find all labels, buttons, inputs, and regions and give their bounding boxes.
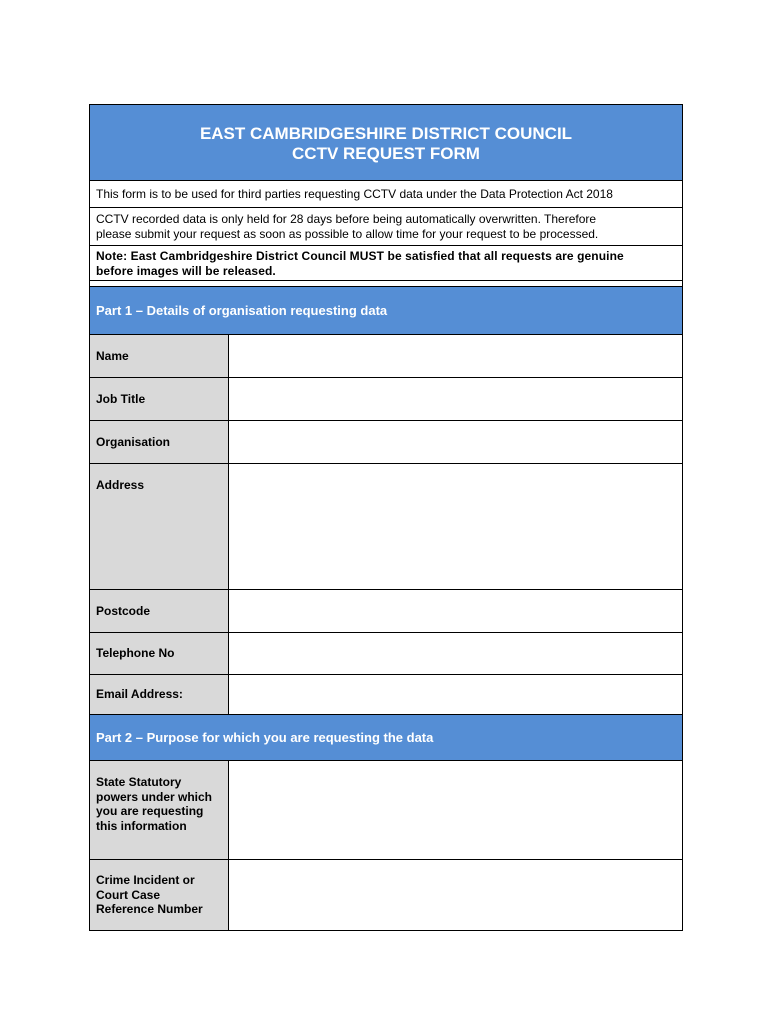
retention-text-line1: CCTV recorded data is only held for 28 days before being automatically overwritten. Therefore [96,212,597,226]
organisation-row [90,421,682,464]
council-name: EAST CAMBRIDGESHIRE DISTRICT COUNCIL [199,123,573,143]
statutory-powers-label [90,761,229,859]
statutory-label-line2: powers under which [96,789,213,804]
note-text-line2: before images will be released. [96,263,276,278]
job-title-input[interactable] [229,378,682,420]
job-title-label: Job Title [90,378,229,420]
address-label: Address [90,464,229,589]
note-text-line1: Note: East Cambridgeshire District Council MUST be satisfied that all requests are genuine [96,249,624,263]
telephone-label: Telephone No [90,633,229,674]
statutory-powers-row [90,761,682,860]
statutory-powers-input[interactable] [229,761,682,859]
statutory-label-line3: you are requesting [96,804,204,818]
organisation-input[interactable] [229,421,682,463]
crime-label-line3: Reference Number [96,902,203,916]
name-label: Name [90,335,229,377]
email-input[interactable] [229,675,682,714]
statutory-label-line1: State Statutory [96,775,182,789]
email-row [90,675,682,715]
organisation-label: Organisation [90,421,229,463]
name-row [90,335,682,378]
crime-reference-input[interactable] [229,860,682,930]
job-title-row [90,378,682,421]
cctv-request-form [89,104,683,931]
purpose-text: This form is to be used for third parties requesting CCTV data under the Data Protection Act 2018 [96,187,613,201]
part2-title: Part 2 – Purpose for which you are requesting the data [96,730,434,745]
postcode-row [90,590,682,633]
part2-heading [90,715,682,761]
postcode-label: Postcode [90,590,229,632]
statutory-label-line4: this information [96,818,187,833]
retention-notice [90,208,682,246]
name-input[interactable] [229,335,682,377]
crime-reference-row [90,860,682,930]
postcode-input[interactable] [229,590,682,632]
email-label: Email Address: [90,675,229,714]
telephone-input[interactable] [229,633,682,674]
purpose-notice [90,181,682,208]
part1-title: Part 1 – Details of organisation requesting data [96,303,388,318]
crime-label-line1: Crime Incident or [96,873,195,887]
note-notice [90,246,682,281]
form-header [90,105,682,181]
crime-label-line2: Court Case [96,887,161,902]
part1-heading [90,287,682,335]
telephone-row [90,633,682,675]
form-title: CCTV REQUEST FORM [292,143,480,163]
address-input[interactable] [229,464,682,589]
crime-reference-label [90,860,229,930]
address-row [90,464,682,590]
retention-text-line2: please submit your request as soon as possible to allow time for your request to be processed. [96,226,599,241]
